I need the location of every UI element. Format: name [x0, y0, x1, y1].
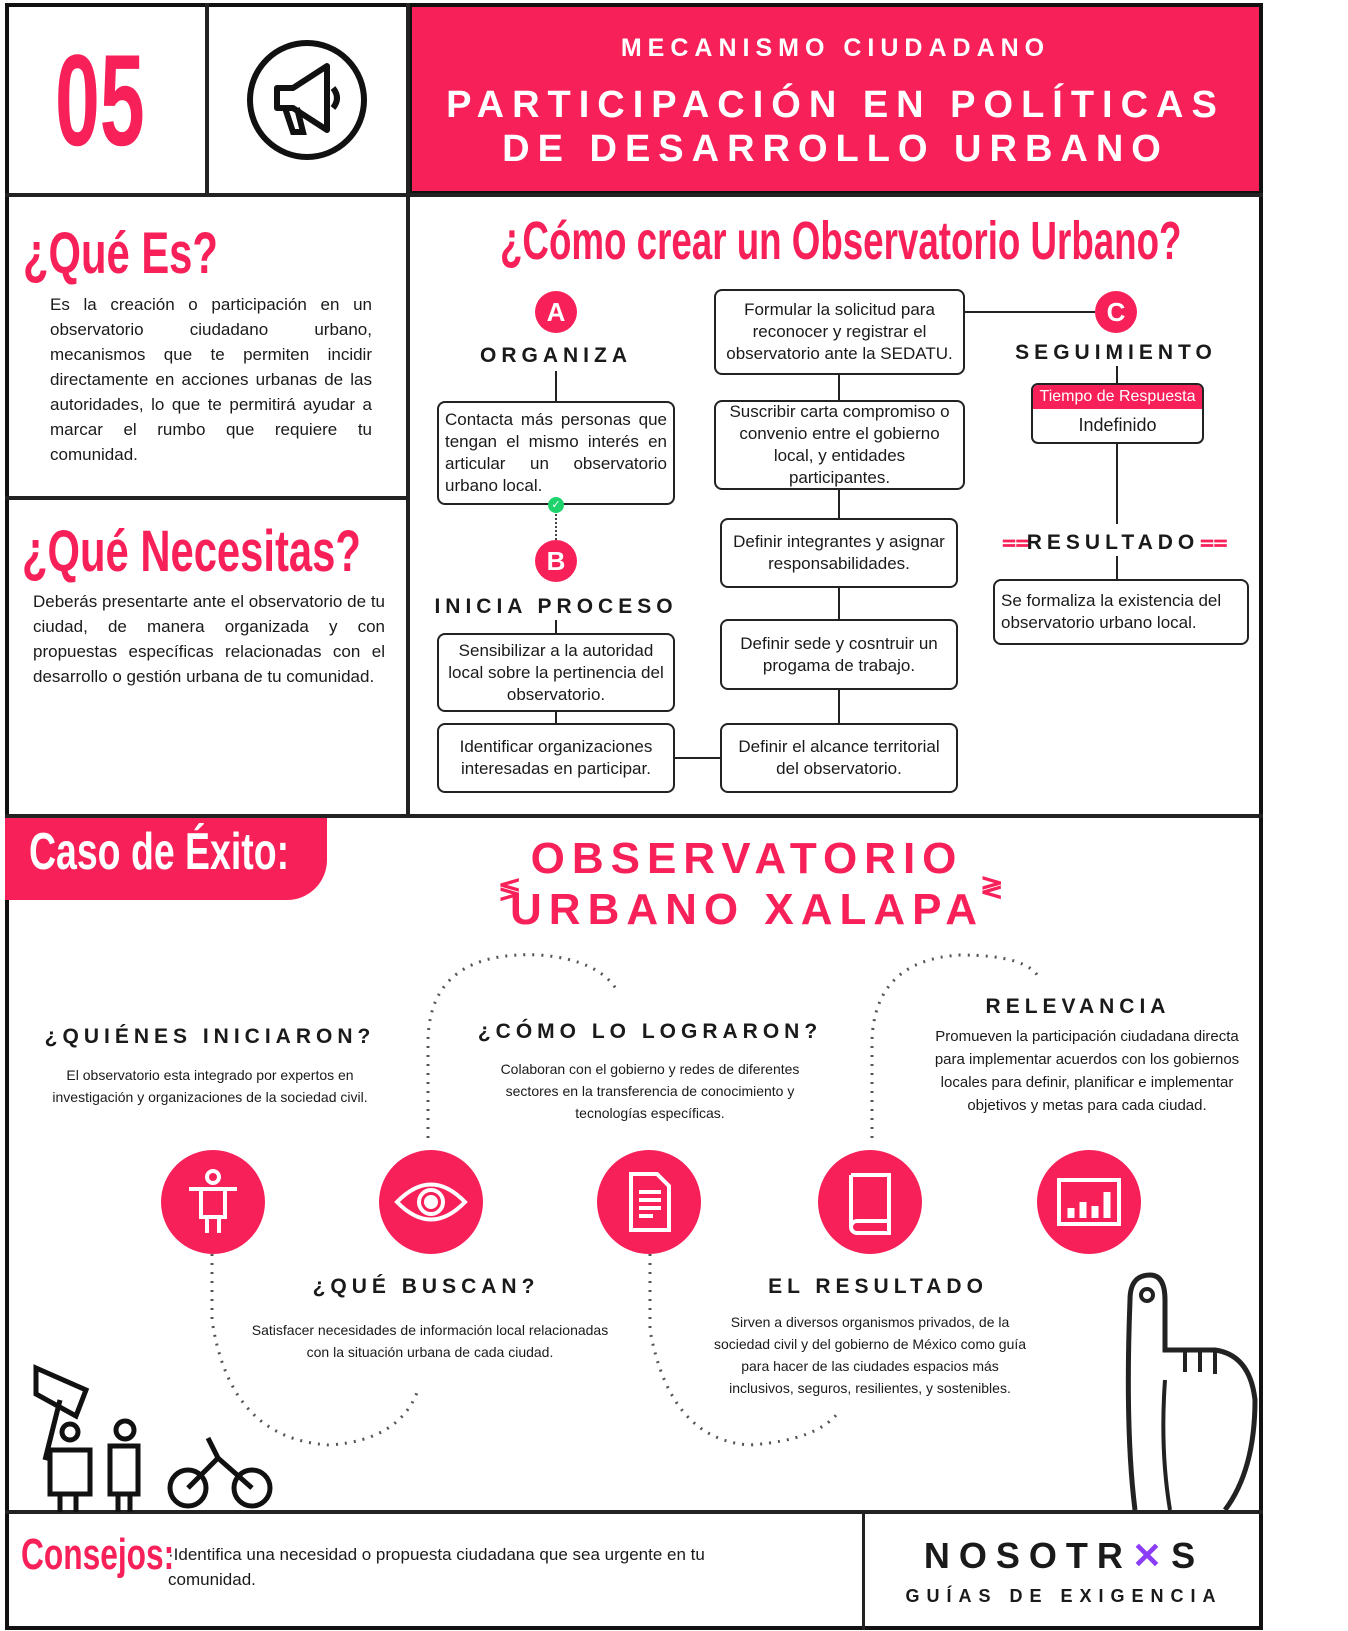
resultado-label: RESULTADO: [1026, 531, 1200, 554]
step-b-badge: B: [535, 540, 577, 582]
eye-icon: [379, 1150, 483, 1254]
brand-x-icon: ✕: [1131, 1535, 1172, 1576]
middle-step: Definir integrantes y asignar responsabilidades.: [720, 518, 958, 588]
buscan-title: ¿QUÉ BUSCAN?: [312, 1275, 540, 1298]
como-title: ¿CÓMO LO LOGRARON?: [477, 1020, 823, 1043]
guide-number-text: 05: [55, 27, 145, 173]
chart-icon: [1037, 1150, 1141, 1254]
quienes-text: El observatorio esta integrado por expertos en investigación y organizaciones de la sociedad civil.: [52, 1067, 368, 1105]
burst-icon: ⩵: [1200, 528, 1228, 555]
header-title-1: PARTICIPACIÓN EN POLÍTICAS: [446, 84, 1225, 126]
brand-name-start: NOSOTR: [923, 1535, 1132, 1576]
caso-title-2: URBANO XALAPA: [510, 885, 984, 934]
protesters-illustration: [30, 1350, 275, 1512]
flow-title-text: ¿Cómo crear un Observatorio Urbano?: [500, 211, 1182, 271]
buscan-text: Satisfacer necesidades de información local relacionadas con la situación urbana de cada ciudad.: [251, 1322, 609, 1360]
que-necesitas-text: Deberás presentarte ante el observatorio de tu ciudad, de manera organizada y con propuestas específicas relacionadas con el desarrollo o gestión urbana de tu comunidad.: [33, 592, 385, 686]
burst-icon: ≶: [498, 873, 522, 904]
response-time-label: Tiempo de Respuesta: [1033, 385, 1202, 409]
book-icon: [818, 1150, 922, 1254]
relevancia-text: Promueven la participación ciudadana directa para implementar acuerdos con los gobiernos locales para definir, planificar e implementar objetivos y metas para cada ciudad.: [934, 1028, 1240, 1114]
header-kicker: MECANISMO CIUDADANO: [620, 34, 1051, 62]
que-necesitas-title-text: ¿Qué Necesitas?: [22, 519, 361, 584]
quienes-title: ¿QUIÉNES INICIARON?: [44, 1025, 376, 1048]
step-a-box: Contacta más personas que tengan el mismo interés en articular un observatorio urbano local.: [437, 401, 675, 505]
consejos-label-text: Consejos:: [21, 1530, 175, 1579]
middle-step: Definir el alcance territorial del observatorio.: [720, 723, 958, 793]
header-title-2: DE DESARROLLO URBANO: [502, 128, 1169, 170]
middle-step: Formular la solicitud para reconocer y registrar el observatorio ante la SEDATU.: [714, 289, 965, 375]
person-icon: [161, 1150, 265, 1254]
brand-name-end: S: [1171, 1535, 1205, 1576]
check-icon: ✓: [548, 497, 564, 513]
step-b-box: Identificar organizaciones interesadas en participar.: [437, 723, 675, 793]
step-b-label: INICIA PROCESO: [434, 595, 678, 618]
burst-icon: ⩵: [1002, 528, 1030, 555]
burst-icon: ≷: [980, 871, 1004, 902]
caso-tab-text: Caso de Éxito:: [29, 823, 290, 881]
brand-subtitle: GUÍAS DE EXIGENCIA: [905, 1586, 1223, 1606]
step-a-label: ORGANIZA: [480, 344, 632, 367]
consejos-text: ·Identifica una necesidad o propuesta ciudadana que sea urgente en tu comunidad.: [168, 1545, 705, 1589]
step-c-label: SEGUIMIENTO: [1015, 341, 1217, 364]
document-icon: [597, 1150, 701, 1254]
que-es-title-text: ¿Qué Es?: [23, 221, 218, 286]
que-es-text: Es la creación o participación en un observatorio ciudadano urbano, mecanismos que te permiten incidir directamente en acciones urbanas de las autoridades, lo que te permitirá ayudar a marcar el rumbo que requiere tu comunidad.: [50, 295, 372, 464]
brand-logo: [865, 1535, 1263, 1577]
step-b-box: Sensibilizar a la autoridad local sobre la pertinencia del observatorio.: [437, 633, 675, 712]
response-time-value: Indefinido: [1078, 415, 1157, 435]
como-text: Colaboran con el gobierno y redes de diferentes sectores en la transferencia de conocimiento y tecnologías específicas.: [500, 1061, 800, 1121]
step-a-badge: A: [535, 291, 577, 333]
middle-step: Suscribir carta compromiso o convenio entre el gobierno local, y entidades participantes.: [714, 400, 965, 490]
resultado-box: Se formaliza la existencia del observatorio urbano local.: [993, 579, 1249, 645]
step-c-badge: C: [1095, 291, 1137, 333]
relevancia-title: RELEVANCIA: [985, 995, 1171, 1018]
caso-title-1: OBSERVATORIO: [530, 834, 964, 883]
middle-step: Definir sede y cosntruir un progama de trabajo.: [720, 619, 958, 690]
resultado-caso-text: Sirven a diversos organismos privados, de la sociedad civil y del gobierno de México como guía para hacer de las ciudades espacios más inclusivos, seguros, resilientes, y sostenibles.: [713, 1314, 1027, 1396]
pointing-hand-illustration: [1125, 1270, 1260, 1515]
resultado-caso-title: EL RESULTADO: [768, 1275, 988, 1298]
